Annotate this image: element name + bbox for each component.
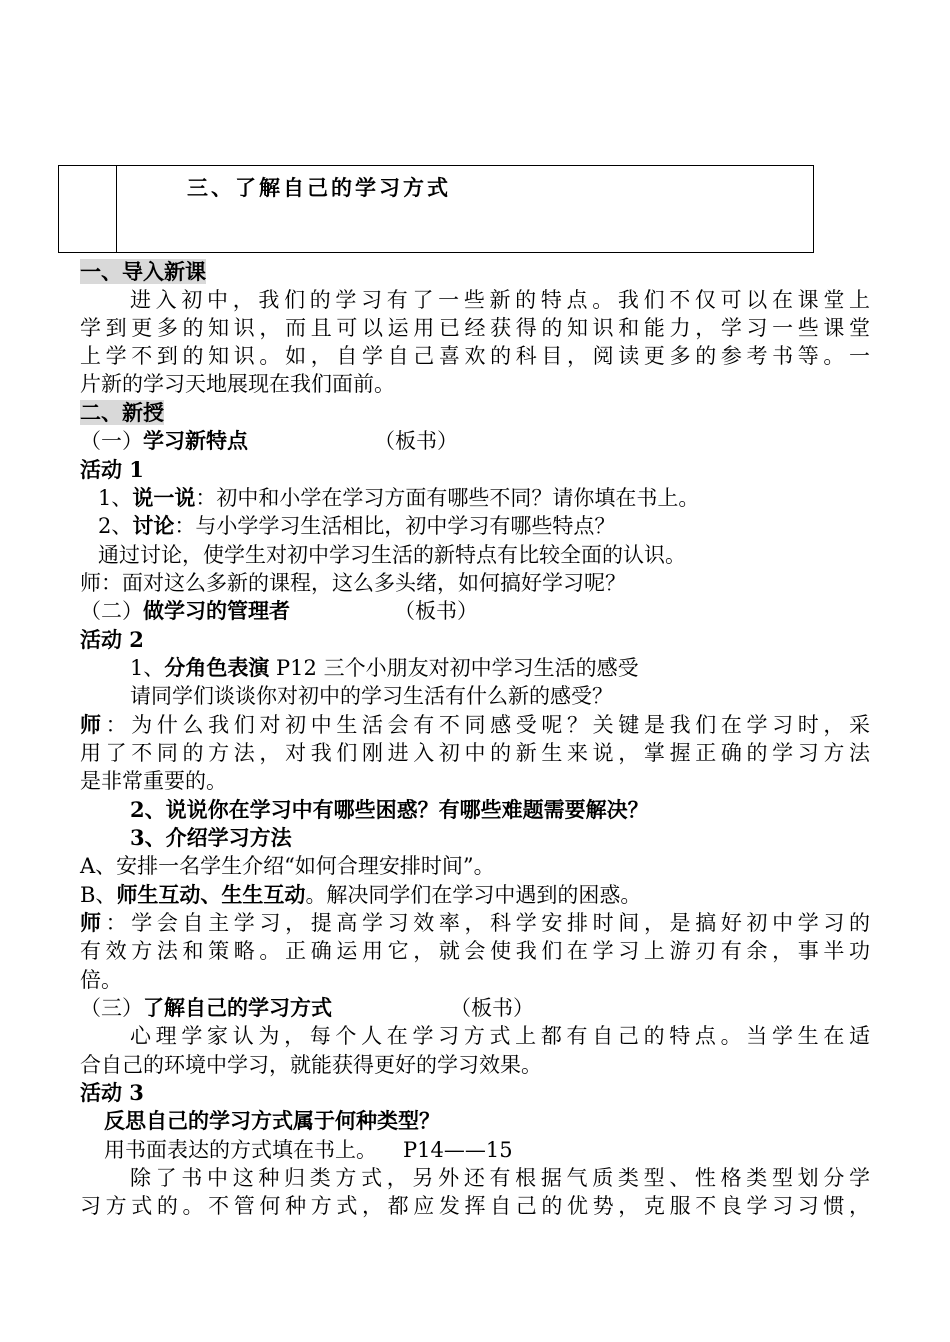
activity-2-question: 请同学们谈谈你对初中的学习生活有什么新的感受？ [130, 684, 613, 708]
intro-paragraph-line-4: 片新的学习天地展现在我们面前。 [80, 372, 395, 396]
activity-2-item-1 [130, 654, 639, 682]
activity-1-item-1 [98, 484, 699, 512]
final-paragraph-line-1: 除了书中这种归类方式，另外还有根据气质类型、性格类型划分学 [130, 1166, 870, 1190]
instruction-text: 用书面表达的方式填在书上。 [104, 1138, 377, 1162]
activity-2-item-3: 3、介绍学习方法 [130, 825, 292, 850]
item-b-prefix: B、 [80, 883, 117, 907]
item-bold: 分角色表演 [164, 655, 270, 680]
teacher-2-line-3: 是非常重要的。 [80, 769, 227, 793]
item-rest: P12 三个小朋友对初中学习生活的感受 [269, 656, 639, 680]
activity-1-summary: 通过讨论，使学生对初中学习生活的新特点有比较全面的认识。 [98, 543, 686, 567]
item-b-bold: 师生互动、生生互动 [116, 882, 306, 907]
subheading-1 [80, 427, 458, 455]
item-bold: 说一说 [132, 485, 196, 510]
teacher-label: 师 [80, 910, 106, 935]
subheading-1-title: 学习新特点 [143, 428, 248, 453]
heading-intro-text: 一、导入新课 [80, 259, 206, 284]
intro-paragraph-line-1: 进入初中，我们的学习有了一些新的特点。我们不仅可以在课堂上 [130, 288, 870, 312]
subheading-1-prefix: （一） [80, 429, 143, 453]
teacher-2-line-2: 用了不同的方法，对我们刚进入初中的新生来说，掌握正确的学习方法 [80, 741, 870, 765]
subheading-2-prefix: （二） [80, 599, 143, 623]
psychology-line-1: 心理学家认为，每个人在学习方式上都有自己的特点。当学生在适 [130, 1024, 870, 1048]
item-num: 2、 [98, 514, 133, 538]
item-num: 1、 [130, 656, 165, 680]
item-a: A、安排一名学生介绍“如何合理安排时间”。 [80, 854, 495, 878]
item-rest: ：与小学学习生活相比，初中学习有哪些特点？ [174, 514, 616, 538]
header-table [58, 165, 814, 253]
item-b-rest: 。解决同学们在学习中遇到的困惑。 [305, 883, 642, 907]
heading-new-text: 二、新授 [80, 400, 164, 425]
intro-paragraph-line-3: 上学不到的知识。如，自学自己喜欢的科目，阅读更多的参考书等。一 [80, 344, 870, 368]
lesson-title: 三、了解自己的学习方式 [187, 175, 451, 200]
header-table-left-cell [59, 166, 117, 252]
item-b [80, 881, 641, 909]
section-heading-new [80, 399, 164, 427]
subheading-2 [80, 597, 478, 625]
activity-1-item-2 [98, 512, 615, 540]
teacher-3-line-2: 有效方法和策略。正确运用它，就会使我们在学习上游刃有余，事半功 [80, 939, 870, 963]
item-bold: 讨论 [132, 513, 175, 538]
subheading-2-title: 做学习的管理者 [143, 598, 290, 623]
section-heading-intro [80, 258, 206, 286]
teacher-3-line-3: 倍。 [80, 968, 122, 992]
activity-2-item-2: 2、说说你在学习中有哪些困惑？有哪些难题需要解决？ [130, 797, 649, 822]
final-paragraph-line-2: 习方式的。不管何种方式，都应发挥自己的优势，克服不良学习习惯， [80, 1194, 870, 1218]
activity-3-label: 活动 3 [80, 1080, 144, 1105]
activity-3-instruction [104, 1136, 513, 1164]
item-num: 1、 [98, 486, 133, 510]
item-rest: ：初中和小学在学习方面有哪些不同？请你填在书上。 [195, 486, 700, 510]
subheading-3-prefix: （三） [80, 996, 143, 1020]
teacher-2-line-1 [80, 711, 870, 739]
subheading-2-note: （板书） [394, 599, 478, 623]
subheading-3-title: 了解自己的学习方式 [143, 995, 332, 1020]
psychology-line-2: 合自己的环境中学习，就能获得更好的学习效果。 [80, 1053, 542, 1077]
intro-paragraph-line-2: 学到更多的知识，而且可以运用已经获得的知识和能力，学习一些课堂 [80, 316, 870, 340]
teacher-text: ：学会自主学习，提高学习效率，科学安排时间，是搞好初中学习的 [105, 911, 871, 935]
activity-2-label: 活动 2 [80, 627, 144, 652]
subheading-3-note: （板书） [450, 996, 534, 1020]
page-reference: P14——15 [403, 1138, 513, 1162]
subheading-3 [80, 994, 534, 1022]
teacher-label: 师 [80, 712, 106, 737]
activity-3-question: 反思自己的学习方式属于何种类型？ [104, 1108, 440, 1133]
teacher-text: ：为什么我们对初中生活会有不同感受呢？关键是我们在学习时，采 [105, 713, 871, 737]
subheading-1-note: （板书） [374, 429, 458, 453]
teacher-line-1: 师：面对这么多新的课程，这么多头绪，如何搞好学习呢？ [80, 571, 626, 595]
teacher-3-line-1 [80, 909, 870, 937]
activity-1-label: 活动 1 [80, 457, 144, 482]
